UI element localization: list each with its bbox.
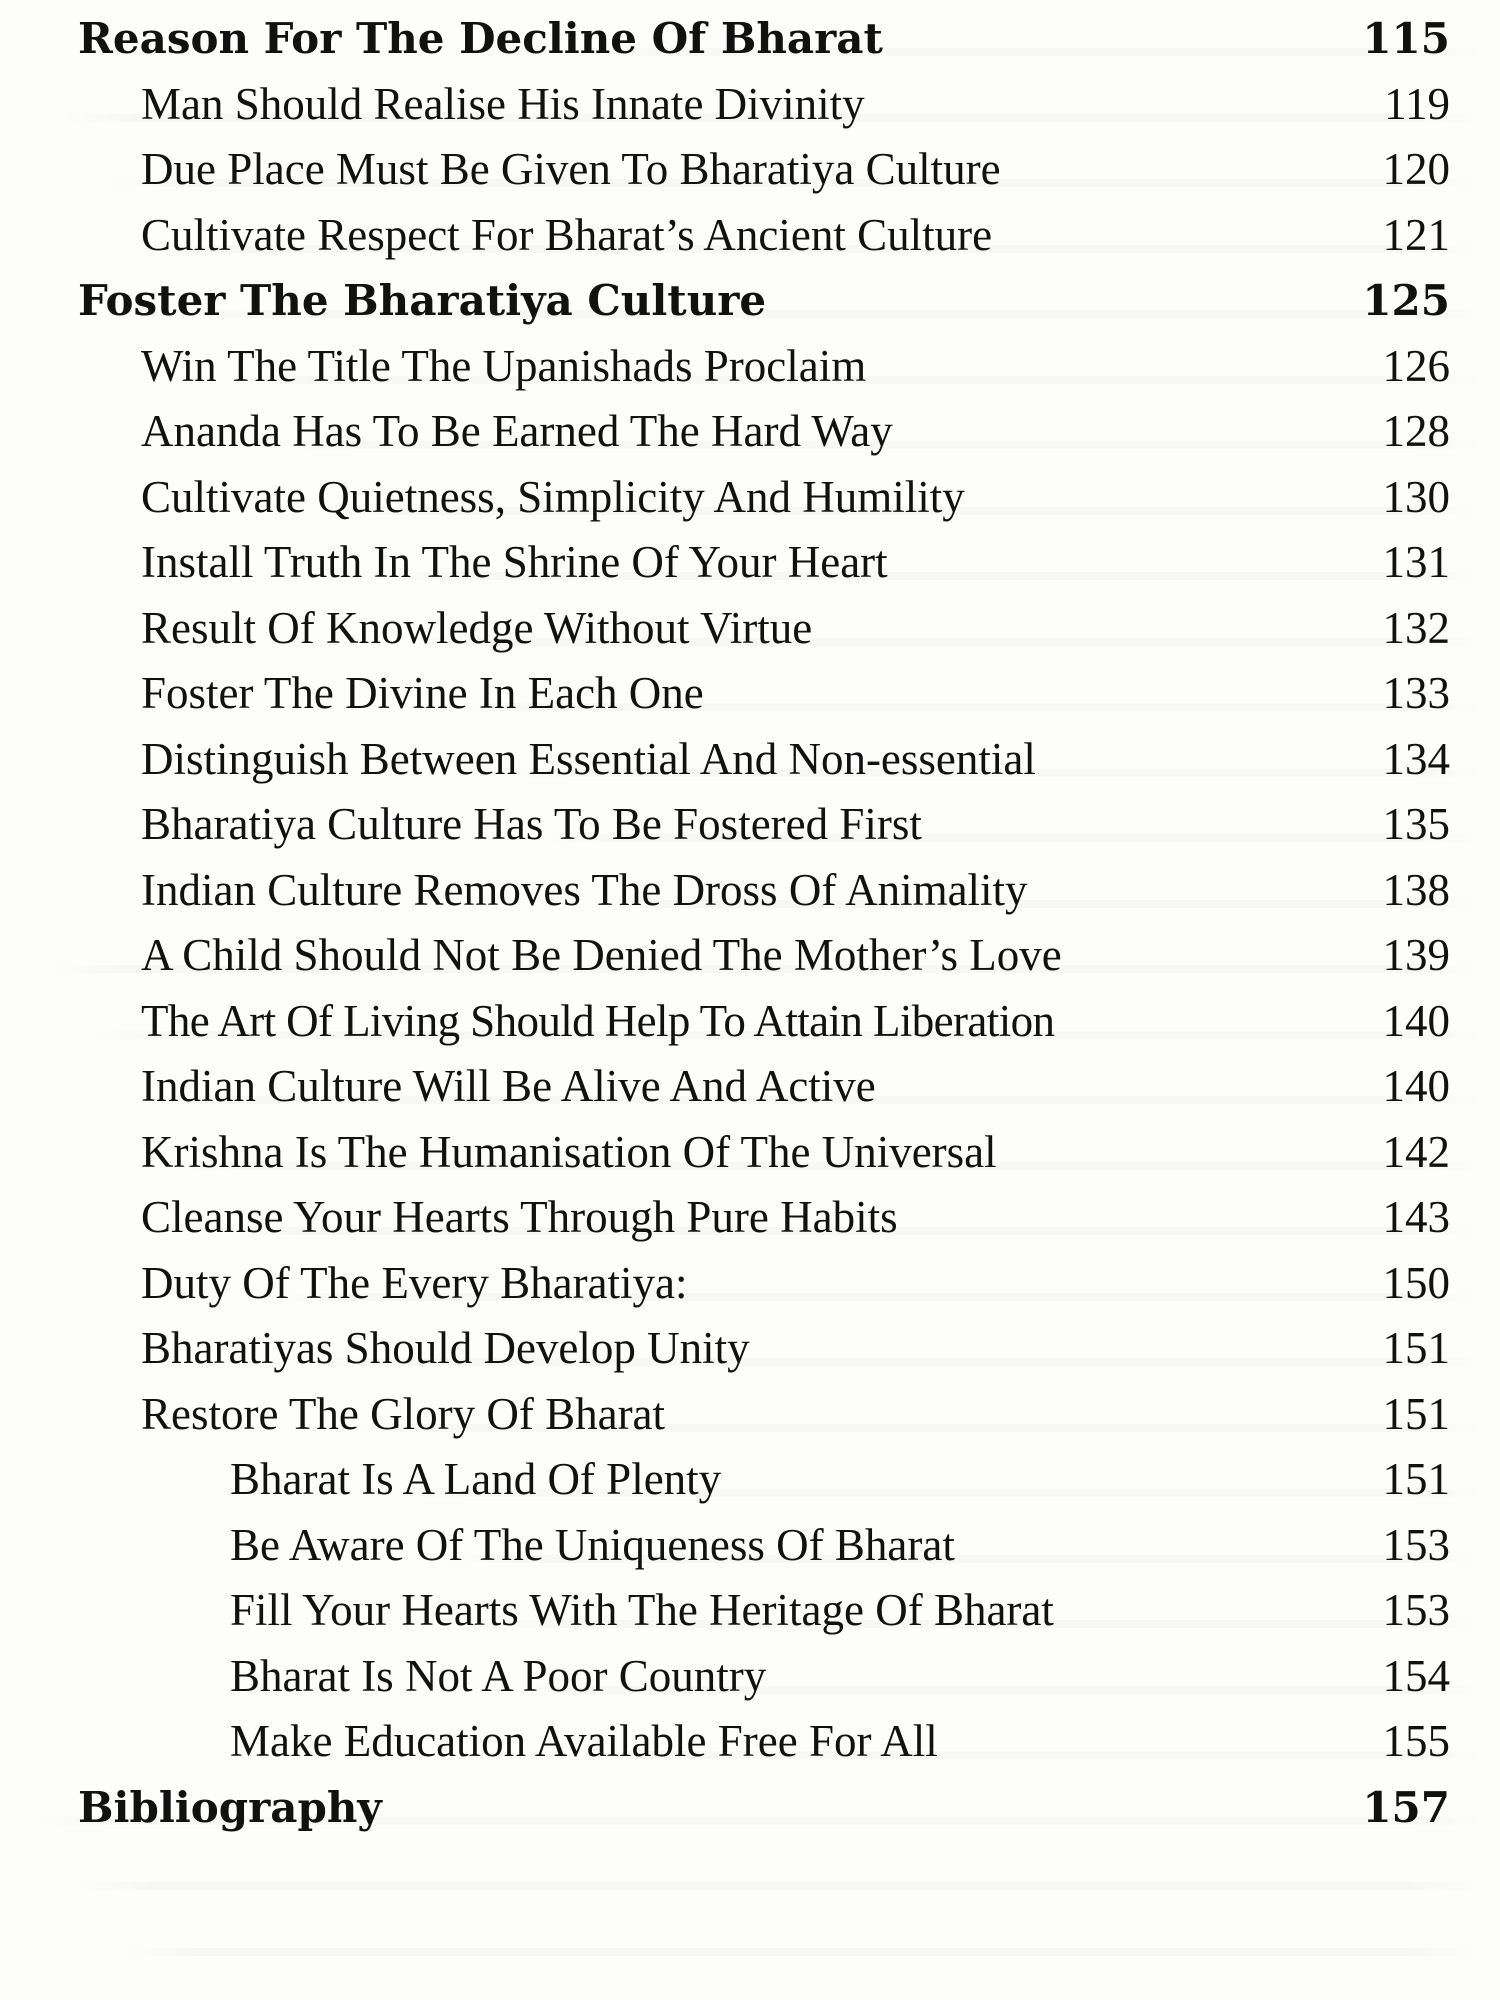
toc-subsection-entry [78, 1447, 1450, 1513]
toc-section-entry [78, 399, 1450, 465]
toc-entry-page-number: 120 [1382, 144, 1450, 194]
toc-entry-page-number: 154 [1382, 1650, 1450, 1701]
toc-section-entry [78, 661, 1450, 727]
toc-entry-title: Reason For The Decline Of Bharat [78, 14, 883, 63]
toc-entry-title: Krishna Is The Humanisation Of The Universal [141, 1126, 997, 1177]
toc-entry-page-number: 157 [1362, 1782, 1450, 1832]
toc-entry-page-number: 134 [1382, 733, 1450, 784]
toc-section-entry [78, 72, 1450, 138]
toc-chapter-entry [78, 268, 1450, 334]
toc-subsection-entry [78, 1644, 1450, 1710]
toc-entry-title: Restore The Glory Of Bharat [141, 1388, 666, 1439]
toc-entry-title: Win The Title The Upanishads Proclaim [141, 340, 867, 391]
toc-section-entry [78, 1316, 1450, 1382]
toc-section-entry [78, 334, 1450, 400]
toc-section-entry [78, 792, 1450, 858]
toc-entry-page-number: 151 [1382, 1454, 1450, 1504]
toc-entry-page-number: 151 [1382, 1388, 1450, 1439]
toc-section-entry [78, 1120, 1450, 1186]
toc-entry-page-number: 126 [1382, 340, 1450, 391]
toc-entry-title: A Child Should Not Be Denied The Mother’s Love [141, 930, 1062, 980]
toc-entry-title: Ananda Has To Be Earned The Hard Way [141, 406, 893, 456]
toc-entry-page-number: 135 [1382, 799, 1450, 849]
toc-entry-title: Bharatiya Culture Has To Be Fostered First [141, 799, 922, 849]
toc-section-entry [78, 137, 1450, 203]
toc-section-entry [78, 858, 1450, 924]
toc-entry-page-number: 143 [1382, 1192, 1450, 1242]
toc-entry-page-number: 140 [1382, 995, 1450, 1046]
toc-entry-page-number: 140 [1382, 1061, 1450, 1111]
toc-entry-page-number: 119 [1384, 78, 1450, 129]
toc-entry-title: Cultivate Quietness, Simplicity And Humility [141, 471, 965, 522]
toc-entry-title: Bibliography [78, 1782, 382, 1832]
toc-section-entry [78, 203, 1450, 269]
toc-entry-page-number: 139 [1382, 930, 1450, 980]
toc-entry-title: Be Aware Of The Uniqueness Of Bharat [230, 1519, 955, 1570]
toc-entry-page-number: 128 [1382, 406, 1450, 456]
toc-section-entry [78, 1054, 1450, 1120]
toc-subsection-entry [78, 1513, 1450, 1579]
toc-entry-title: Foster The Divine In Each One [141, 668, 704, 718]
toc-entry-page-number: 142 [1382, 1126, 1450, 1177]
toc-section-entry [78, 989, 1450, 1055]
toc-entry-title: Make Education Available Free For All [230, 1716, 938, 1766]
show-through-line [20, 1948, 1480, 1956]
toc-section-entry [78, 923, 1450, 989]
toc-entry-title: Distinguish Between Essential And Non-essential [141, 733, 1036, 784]
toc-entry-title: Foster The Bharatiya Culture [78, 276, 767, 325]
toc-entry-title: Bharat Is A Land Of Plenty [230, 1454, 722, 1504]
toc-section-entry [78, 1251, 1450, 1317]
toc-entry-page-number: 121 [1382, 209, 1450, 260]
toc-chapter-entry [78, 6, 1450, 72]
toc-entry-page-number: 153 [1382, 1519, 1450, 1570]
toc-entry-title: Bharatiyas Should Develop Unity [141, 1323, 750, 1373]
toc-entry-title: Result Of Knowledge Without Virtue [141, 602, 813, 653]
toc-entry-title: Duty Of The Every Bharatiya: [141, 1257, 688, 1308]
toc-entry-page-number: 153 [1382, 1585, 1450, 1635]
toc-entry-page-number: 138 [1382, 864, 1450, 915]
toc-entry-page-number: 131 [1382, 537, 1450, 587]
toc-chapter-entry [78, 1775, 1450, 1841]
show-through-line [20, 1882, 1480, 1890]
toc-section-entry [78, 530, 1450, 596]
toc-entry-page-number: 115 [1362, 14, 1450, 63]
toc-entry-page-number: 125 [1362, 276, 1450, 325]
toc-section-entry [78, 596, 1450, 662]
toc-entry-title: Fill Your Hearts With The Heritage Of Bharat [230, 1585, 1054, 1635]
toc-section-entry [78, 465, 1450, 531]
toc-entry-page-number: 150 [1382, 1257, 1450, 1308]
toc-subsection-entry [78, 1578, 1450, 1644]
toc-entry-title: Man Should Realise His Innate Divinity [141, 78, 865, 129]
toc-entry-title: Indian Culture Will Be Alive And Active [141, 1061, 876, 1111]
toc-entry-page-number: 151 [1382, 1323, 1450, 1373]
toc-entry-page-number: 130 [1382, 471, 1450, 522]
toc-entry-page-number: 133 [1382, 668, 1450, 718]
toc-section-entry [78, 727, 1450, 793]
toc-section-entry [78, 1382, 1450, 1448]
toc-subsection-entry [78, 1709, 1450, 1775]
toc-entry-title: Cleanse Your Hearts Through Pure Habits [141, 1192, 898, 1242]
toc-entry-title: The Art Of Living Should Help To Attain Liberation [141, 995, 1055, 1046]
toc-entry-title: Due Place Must Be Given To Bharatiya Culture [141, 144, 1001, 194]
toc-entry-page-number: 132 [1382, 602, 1450, 653]
toc-section-entry [78, 1185, 1450, 1251]
toc-entry-title: Indian Culture Removes The Dross Of Animality [141, 864, 1028, 915]
toc-entry-page-number: 155 [1382, 1716, 1450, 1766]
toc-entry-title: Bharat Is Not A Poor Country [230, 1650, 767, 1701]
table-of-contents [78, 6, 1450, 1840]
toc-entry-title: Cultivate Respect For Bharat’s Ancient Culture [141, 209, 993, 260]
toc-entry-title: Install Truth In The Shrine Of Your Heart [141, 537, 888, 587]
